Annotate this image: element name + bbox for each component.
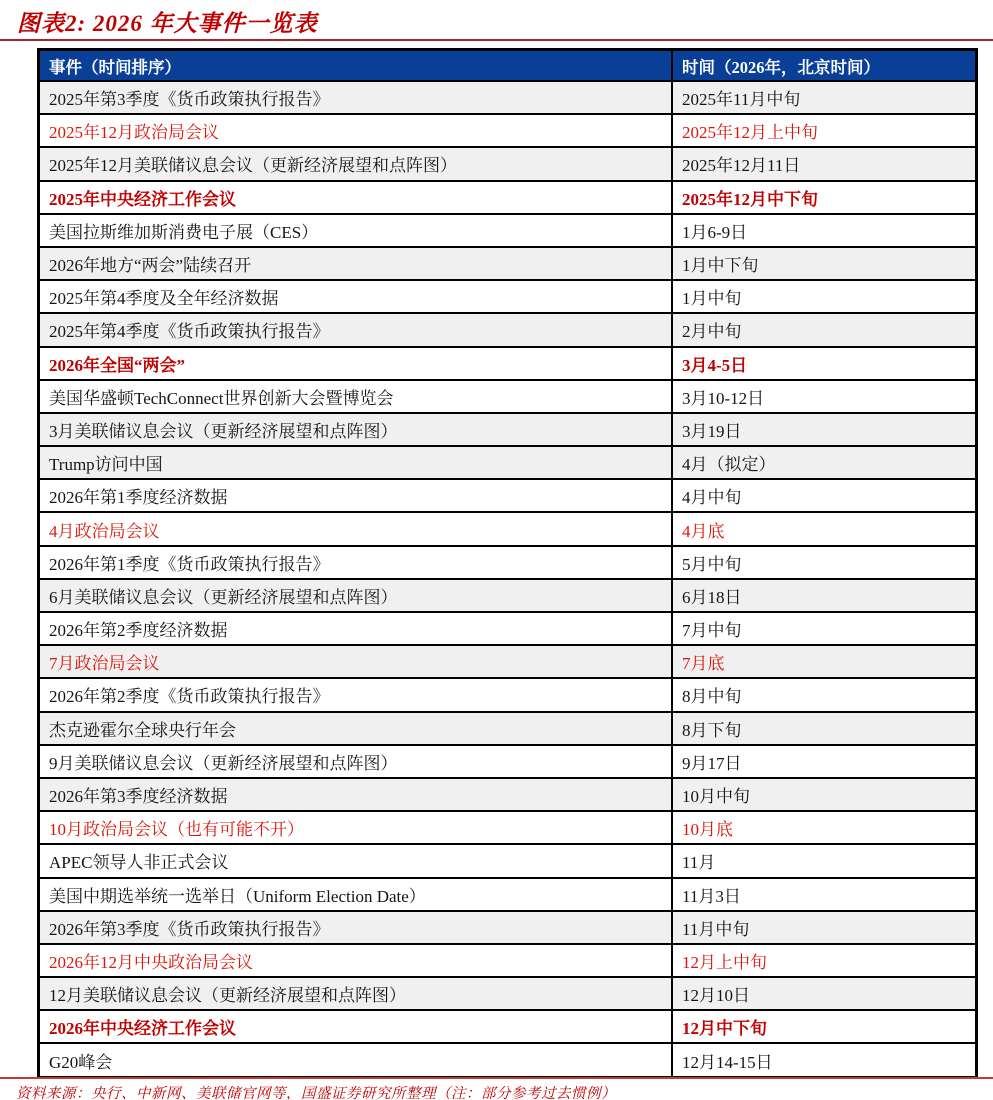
event-cell: 2026年全国“两会”: [40, 348, 673, 379]
time-cell: 2025年12月上中旬: [682, 123, 818, 143]
table-row: [40, 877, 975, 910]
time-cell: 8月下旬: [682, 720, 742, 740]
table-row: [40, 943, 975, 976]
event-cell: 2026年第3季度经济数据: [40, 779, 673, 810]
events-table: [37, 48, 978, 1079]
header-event-column: 事件（时间排序）: [40, 51, 673, 80]
table-row: [40, 611, 975, 644]
event-cell: 2026年第1季度经济数据: [40, 480, 673, 511]
table-row: [40, 910, 975, 943]
table-row: [40, 412, 975, 445]
time-cell: 10月底: [682, 820, 733, 840]
table-row: [40, 379, 975, 412]
title-divider-line: [0, 39, 993, 41]
event-cell: 4月政治局会议: [40, 513, 673, 544]
time-cell: 2025年12月中下旬: [682, 189, 818, 209]
time-cell: 7月底: [682, 654, 725, 674]
table-header-row: [40, 51, 975, 80]
event-cell: 7月政治局会议: [40, 646, 673, 677]
time-cell: 4月（拟定）: [682, 455, 776, 475]
header-time-column: 时间（2026年，北京时间）: [682, 57, 880, 77]
event-cell: 2025年中央经济工作会议: [40, 182, 673, 213]
footer-divider-line: [0, 1077, 993, 1079]
table-row: [40, 180, 975, 213]
time-cell: 1月中旬: [682, 289, 742, 309]
time-cell: 1月中下旬: [682, 256, 759, 276]
time-cell: 12月10日: [682, 986, 750, 1006]
table-row: [40, 843, 975, 876]
event-cell: 2026年第1季度《货币政策执行报告》: [40, 547, 673, 578]
table-row: [40, 810, 975, 843]
event-cell: 9月美联储议息会议（更新经济展望和点阵图）: [40, 746, 673, 777]
time-cell: 8月中旬: [682, 687, 742, 707]
time-cell: 10月中旬: [682, 787, 750, 807]
event-cell: G20峰会: [40, 1044, 673, 1075]
table-row: [40, 246, 975, 279]
time-cell: 11月: [682, 853, 716, 873]
event-cell: Trump访问中国: [40, 447, 673, 478]
table-body: [40, 80, 975, 1076]
event-cell: APEC领导人非正式会议: [40, 845, 673, 876]
event-cell: 美国拉斯维加斯消费电子展（CES）: [40, 215, 673, 246]
event-cell: 12月美联储议息会议（更新经济展望和点阵图）: [40, 978, 673, 1009]
time-cell: 12月14-15日: [682, 1052, 773, 1072]
event-cell: 10月政治局会议（也有可能不开）: [40, 812, 673, 843]
table-row: [40, 113, 975, 146]
time-cell: 2月中旬: [682, 322, 742, 342]
event-cell: 2025年第4季度《货币政策执行报告》: [40, 314, 673, 345]
table-row: [40, 478, 975, 511]
table-row: [40, 711, 975, 744]
time-cell: 4月底: [682, 521, 725, 541]
time-cell: 4月中旬: [682, 488, 742, 508]
table-row: [40, 677, 975, 710]
time-cell: 3月10-12日: [682, 388, 765, 408]
event-cell: 2026年中央经济工作会议: [40, 1011, 673, 1042]
table-row: [40, 545, 975, 578]
table-row: [40, 1009, 975, 1042]
table-row: [40, 346, 975, 379]
source-note: 资料来源：央行、中新网、美联储官网等，国盛证券研究所整理（注：部分参考过去惯例）: [16, 1086, 616, 1100]
event-cell: 2026年地方“两会”陆续召开: [40, 248, 673, 279]
table-row: [40, 80, 975, 113]
table-row: [40, 777, 975, 810]
time-cell: 1月6-9日: [682, 222, 748, 242]
table-row: [40, 146, 975, 179]
table-row: [40, 445, 975, 478]
event-cell: 2025年12月政治局会议: [40, 115, 673, 146]
time-cell: 3月19日: [682, 421, 742, 441]
table-row: [40, 976, 975, 1009]
table-row: [40, 578, 975, 611]
event-cell: 2025年12月美联储议息会议（更新经济展望和点阵图）: [40, 148, 673, 179]
event-cell: 2025年第3季度《货币政策执行报告》: [40, 82, 673, 113]
table-row: [40, 1042, 975, 1075]
event-cell: 3月美联储议息会议（更新经济展望和点阵图）: [40, 414, 673, 445]
time-cell: 11月3日: [682, 886, 741, 906]
table-row: [40, 744, 975, 777]
time-cell: 5月中旬: [682, 554, 742, 574]
event-cell: 2026年第3季度《货币政策执行报告》: [40, 912, 673, 943]
table-row: [40, 644, 975, 677]
time-cell: 9月17日: [682, 753, 742, 773]
time-cell: 2025年12月11日: [682, 156, 801, 176]
time-cell: 12月中下旬: [682, 1019, 767, 1039]
table-row: [40, 511, 975, 544]
time-cell: 3月4-5日: [682, 355, 748, 375]
time-cell: 2025年11月中旬: [682, 90, 801, 110]
time-cell: 6月18日: [682, 587, 742, 607]
time-cell: 12月上中旬: [682, 952, 767, 972]
event-cell: 2026年第2季度经济数据: [40, 613, 673, 644]
event-cell: 美国华盛顿TechConnect世界创新大会暨博览会: [40, 381, 673, 412]
event-cell: 美国中期选举统一选举日（Uniform Election Date）: [40, 879, 673, 910]
event-cell: 2026年12月中央政治局会议: [40, 945, 673, 976]
event-cell: 2025年第4季度及全年经济数据: [40, 281, 673, 312]
event-cell: 杰克逊霍尔全球央行年会: [40, 713, 673, 744]
time-cell: 7月中旬: [682, 621, 742, 641]
time-cell: 11月中旬: [682, 919, 750, 939]
table-row: [40, 213, 975, 246]
event-cell: 6月美联储议息会议（更新经济展望和点阵图）: [40, 580, 673, 611]
event-cell: 2026年第2季度《货币政策执行报告》: [40, 679, 673, 710]
table-row: [40, 312, 975, 345]
chart-title: 图表2: 2026 年大事件一览表: [17, 11, 318, 36]
table-row: [40, 279, 975, 312]
